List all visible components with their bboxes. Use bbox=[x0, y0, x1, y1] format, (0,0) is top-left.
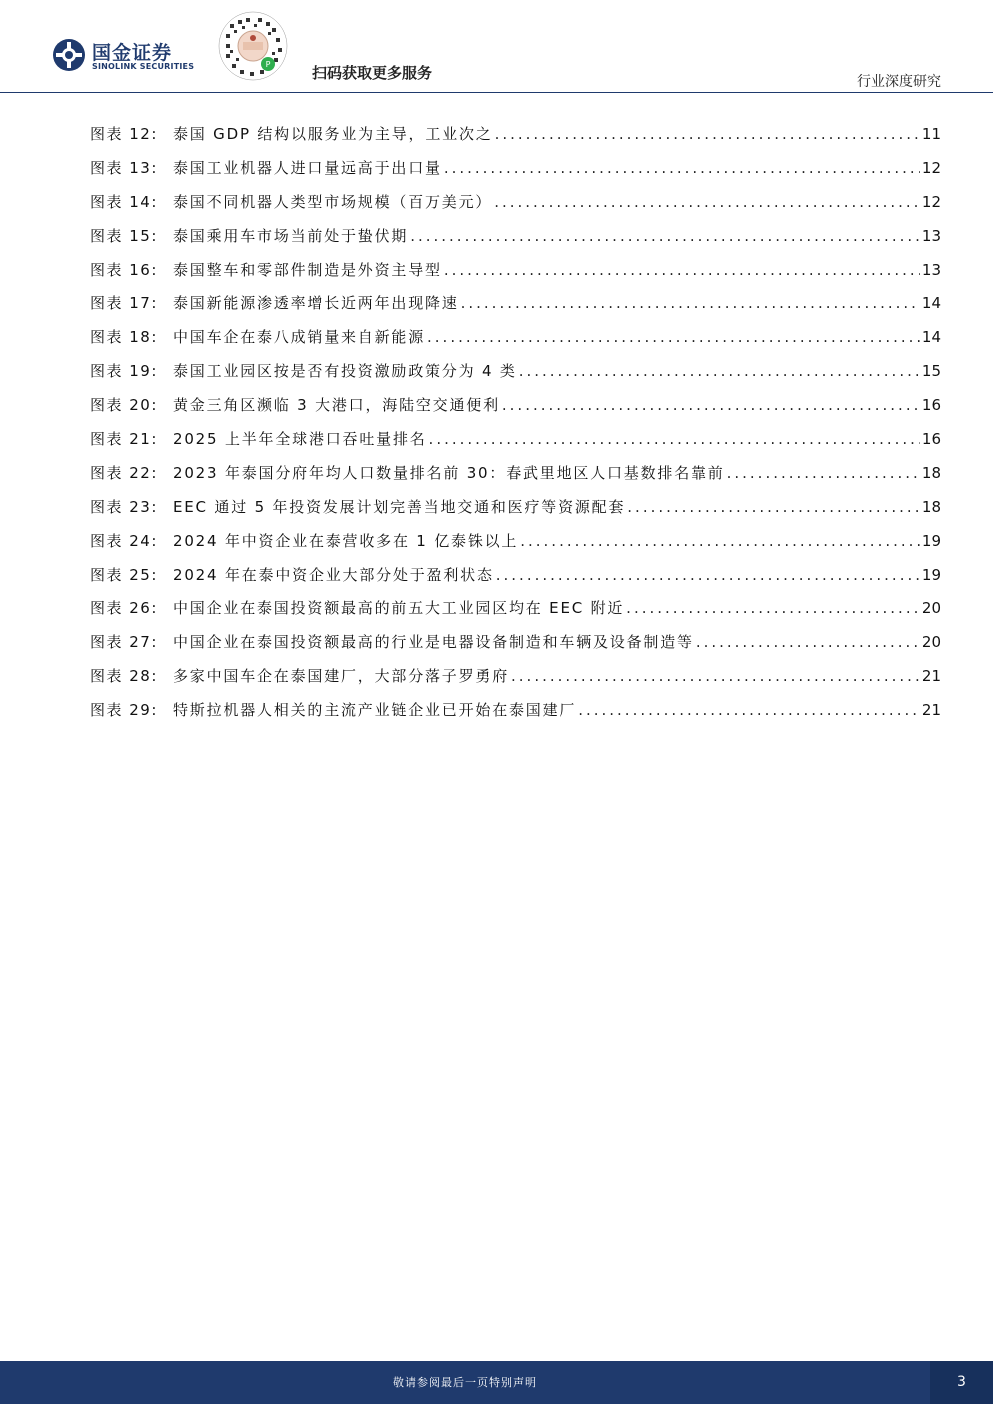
toc-entry[interactable] bbox=[90, 259, 941, 293]
toc-leader-dots bbox=[461, 294, 920, 312]
report-type-label: 行业深度研究 bbox=[857, 74, 941, 90]
toc-entry[interactable] bbox=[90, 699, 941, 733]
toc-entry-page: 14 bbox=[921, 328, 941, 347]
toc-entry-page: 18 bbox=[921, 497, 941, 516]
toc-entry-page: 16 bbox=[921, 430, 941, 449]
toc-entry[interactable] bbox=[90, 530, 941, 564]
toc-entry[interactable] bbox=[90, 191, 941, 225]
toc-entry-page: 15 bbox=[921, 362, 941, 381]
toc-entry-page: 11 bbox=[921, 125, 941, 143]
sinolink-logo bbox=[52, 38, 195, 74]
toc-entry[interactable] bbox=[90, 665, 941, 699]
toc-leader-dots bbox=[444, 159, 920, 177]
toc-entry-label: 图表 29: bbox=[90, 701, 158, 720]
toc-leader-dots bbox=[429, 430, 920, 448]
toc-entry-label: 图表 28: bbox=[90, 667, 158, 686]
page-number: 3 bbox=[930, 1361, 993, 1404]
toc-entry-title: 2023 年泰国分府年均人口数量排名前 30：春武里地区人口基数排名靠前 bbox=[173, 463, 725, 482]
toc-entry-page: 20 bbox=[921, 633, 941, 652]
toc-leader-dots bbox=[502, 396, 920, 414]
toc-entry-title: 2024 年在泰中资企业大部分处于盈利状态 bbox=[173, 565, 494, 584]
toc-entry-page: 14 bbox=[921, 294, 941, 313]
logo-chinese-name: 国金证券 bbox=[92, 42, 173, 64]
toc-entry-label: 图表 17: bbox=[90, 294, 158, 313]
toc-leader-dots bbox=[496, 566, 920, 584]
figure-list bbox=[90, 123, 941, 733]
toc-entry-page: 13 bbox=[921, 226, 941, 245]
toc-entry[interactable] bbox=[90, 225, 941, 259]
header-divider bbox=[0, 92, 993, 93]
qr-service-text: 扫码获取更多服务 bbox=[312, 64, 433, 82]
toc-entry-page: 19 bbox=[921, 565, 941, 584]
toc-entry-label: 图表 22: bbox=[90, 463, 158, 482]
toc-entry-label: 图表 13: bbox=[90, 158, 158, 177]
toc-leader-dots bbox=[410, 227, 920, 245]
toc-entry[interactable] bbox=[90, 496, 941, 530]
toc-entry-label: 图表 18: bbox=[90, 328, 158, 347]
toc-entry[interactable] bbox=[90, 631, 941, 665]
sinolink-logo-icon bbox=[52, 38, 86, 72]
toc-entry-label: 图表 16: bbox=[90, 260, 158, 279]
toc-leader-dots bbox=[520, 532, 920, 550]
toc-entry-label: 图表 15: bbox=[90, 226, 158, 245]
toc-entry-page: 12 bbox=[921, 158, 941, 177]
toc-leader-dots bbox=[494, 193, 920, 211]
toc-leader-dots bbox=[519, 362, 920, 380]
toc-entry[interactable] bbox=[90, 123, 941, 157]
toc-entry-label: 图表 25: bbox=[90, 565, 158, 584]
logo-english-name: SINOLINK SECURITIES bbox=[92, 62, 195, 71]
toc-entry[interactable] bbox=[90, 292, 941, 326]
svg-text:P: P bbox=[265, 60, 271, 69]
toc-leader-dots bbox=[627, 498, 920, 516]
toc-entry-title: 泰国工业机器人进口量远高于出口量 bbox=[173, 158, 442, 177]
toc-entry-page: 13 bbox=[921, 260, 941, 279]
toc-leader-dots bbox=[495, 125, 920, 143]
toc-entry-title: 泰国工业园区按是否有投资激励政策分为 4 类 bbox=[173, 362, 517, 381]
toc-entry[interactable] bbox=[90, 428, 941, 462]
toc-leader-dots bbox=[444, 261, 920, 279]
toc-entry-page: 20 bbox=[921, 599, 941, 618]
toc-entry-title: 中国企业在泰国投资额最高的前五大工业园区均在 EEC 附近 bbox=[173, 599, 625, 618]
toc-entry-title: 2025 上半年全球港口吞吐量排名 bbox=[173, 430, 427, 449]
disclaimer-note: 敬请参阅最后一页特别声明 bbox=[393, 1376, 537, 1389]
toc-entry-title: EEC 通过 5 年投资发展计划完善当地交通和医疗等资源配套 bbox=[173, 497, 626, 516]
qr-code-icon[interactable] bbox=[216, 6, 290, 86]
toc-entry-title: 特斯拉机器人相关的主流产业链企业已开始在泰国建厂 bbox=[173, 701, 577, 720]
toc-entry-title: 泰国整车和零部件制造是外资主导型 bbox=[173, 260, 442, 279]
toc-leader-dots bbox=[626, 599, 920, 617]
toc-entry-title: 中国车企在泰八成销量来自新能源 bbox=[173, 328, 426, 347]
toc-entry-label: 图表 27: bbox=[90, 633, 158, 652]
toc-entry[interactable] bbox=[90, 157, 941, 191]
toc-entry-label: 图表 19: bbox=[90, 362, 158, 381]
toc-entry[interactable] bbox=[90, 597, 941, 631]
toc-entry-label: 图表 21: bbox=[90, 430, 158, 449]
toc-entry[interactable] bbox=[90, 394, 941, 428]
toc-entry-label: 图表 24: bbox=[90, 531, 158, 550]
toc-entry-title: 多家中国车企在泰国建厂，大部分落子罗勇府 bbox=[173, 667, 510, 686]
toc-leader-dots bbox=[578, 701, 920, 719]
toc-entry-label: 图表 26: bbox=[90, 599, 158, 618]
toc-entry-title: 泰国不同机器人类型市场规模（百万美元） bbox=[173, 192, 493, 211]
toc-entry-page: 21 bbox=[921, 701, 941, 720]
page-header bbox=[0, 0, 993, 96]
toc-entry-title: 泰国新能源渗透率增长近两年出现降速 bbox=[173, 294, 459, 313]
toc-entry-label: 图表 14: bbox=[90, 192, 158, 211]
toc-entry-label: 图表 20: bbox=[90, 396, 158, 415]
toc-entry-page: 19 bbox=[921, 531, 941, 550]
toc-entry[interactable] bbox=[90, 326, 941, 360]
toc-leader-dots bbox=[427, 328, 920, 346]
toc-entry-label: 图表 12: bbox=[90, 125, 158, 143]
toc-leader-dots bbox=[727, 464, 920, 482]
toc-leader-dots bbox=[511, 667, 920, 685]
toc-entry-title: 泰国乘用车市场当前处于蛰伏期 bbox=[173, 226, 409, 245]
toc-entry-page: 16 bbox=[921, 396, 941, 415]
toc-entry-label: 图表 23: bbox=[90, 497, 158, 516]
toc-entry-title: 中国企业在泰国投资额最高的行业是电器设备制造和车辆及设备制造等 bbox=[173, 633, 694, 652]
toc-entry[interactable] bbox=[90, 360, 941, 394]
toc-entry-title: 黄金三角区濒临 3 大港口，海陆空交通便利 bbox=[173, 396, 500, 415]
toc-entry-page: 12 bbox=[921, 192, 941, 211]
toc-entry-page: 21 bbox=[921, 667, 941, 686]
toc-entry-title: 泰国 GDP 结构以服务业为主导，工业次之 bbox=[173, 125, 493, 143]
toc-entry-page: 18 bbox=[921, 463, 941, 482]
toc-entry-title: 2024 年中资企业在泰营收多在 1 亿泰铢以上 bbox=[173, 531, 519, 550]
toc-entry[interactable] bbox=[90, 462, 941, 496]
toc-entry[interactable] bbox=[90, 564, 941, 598]
toc-leader-dots bbox=[696, 633, 920, 651]
page-footer bbox=[0, 1361, 993, 1404]
